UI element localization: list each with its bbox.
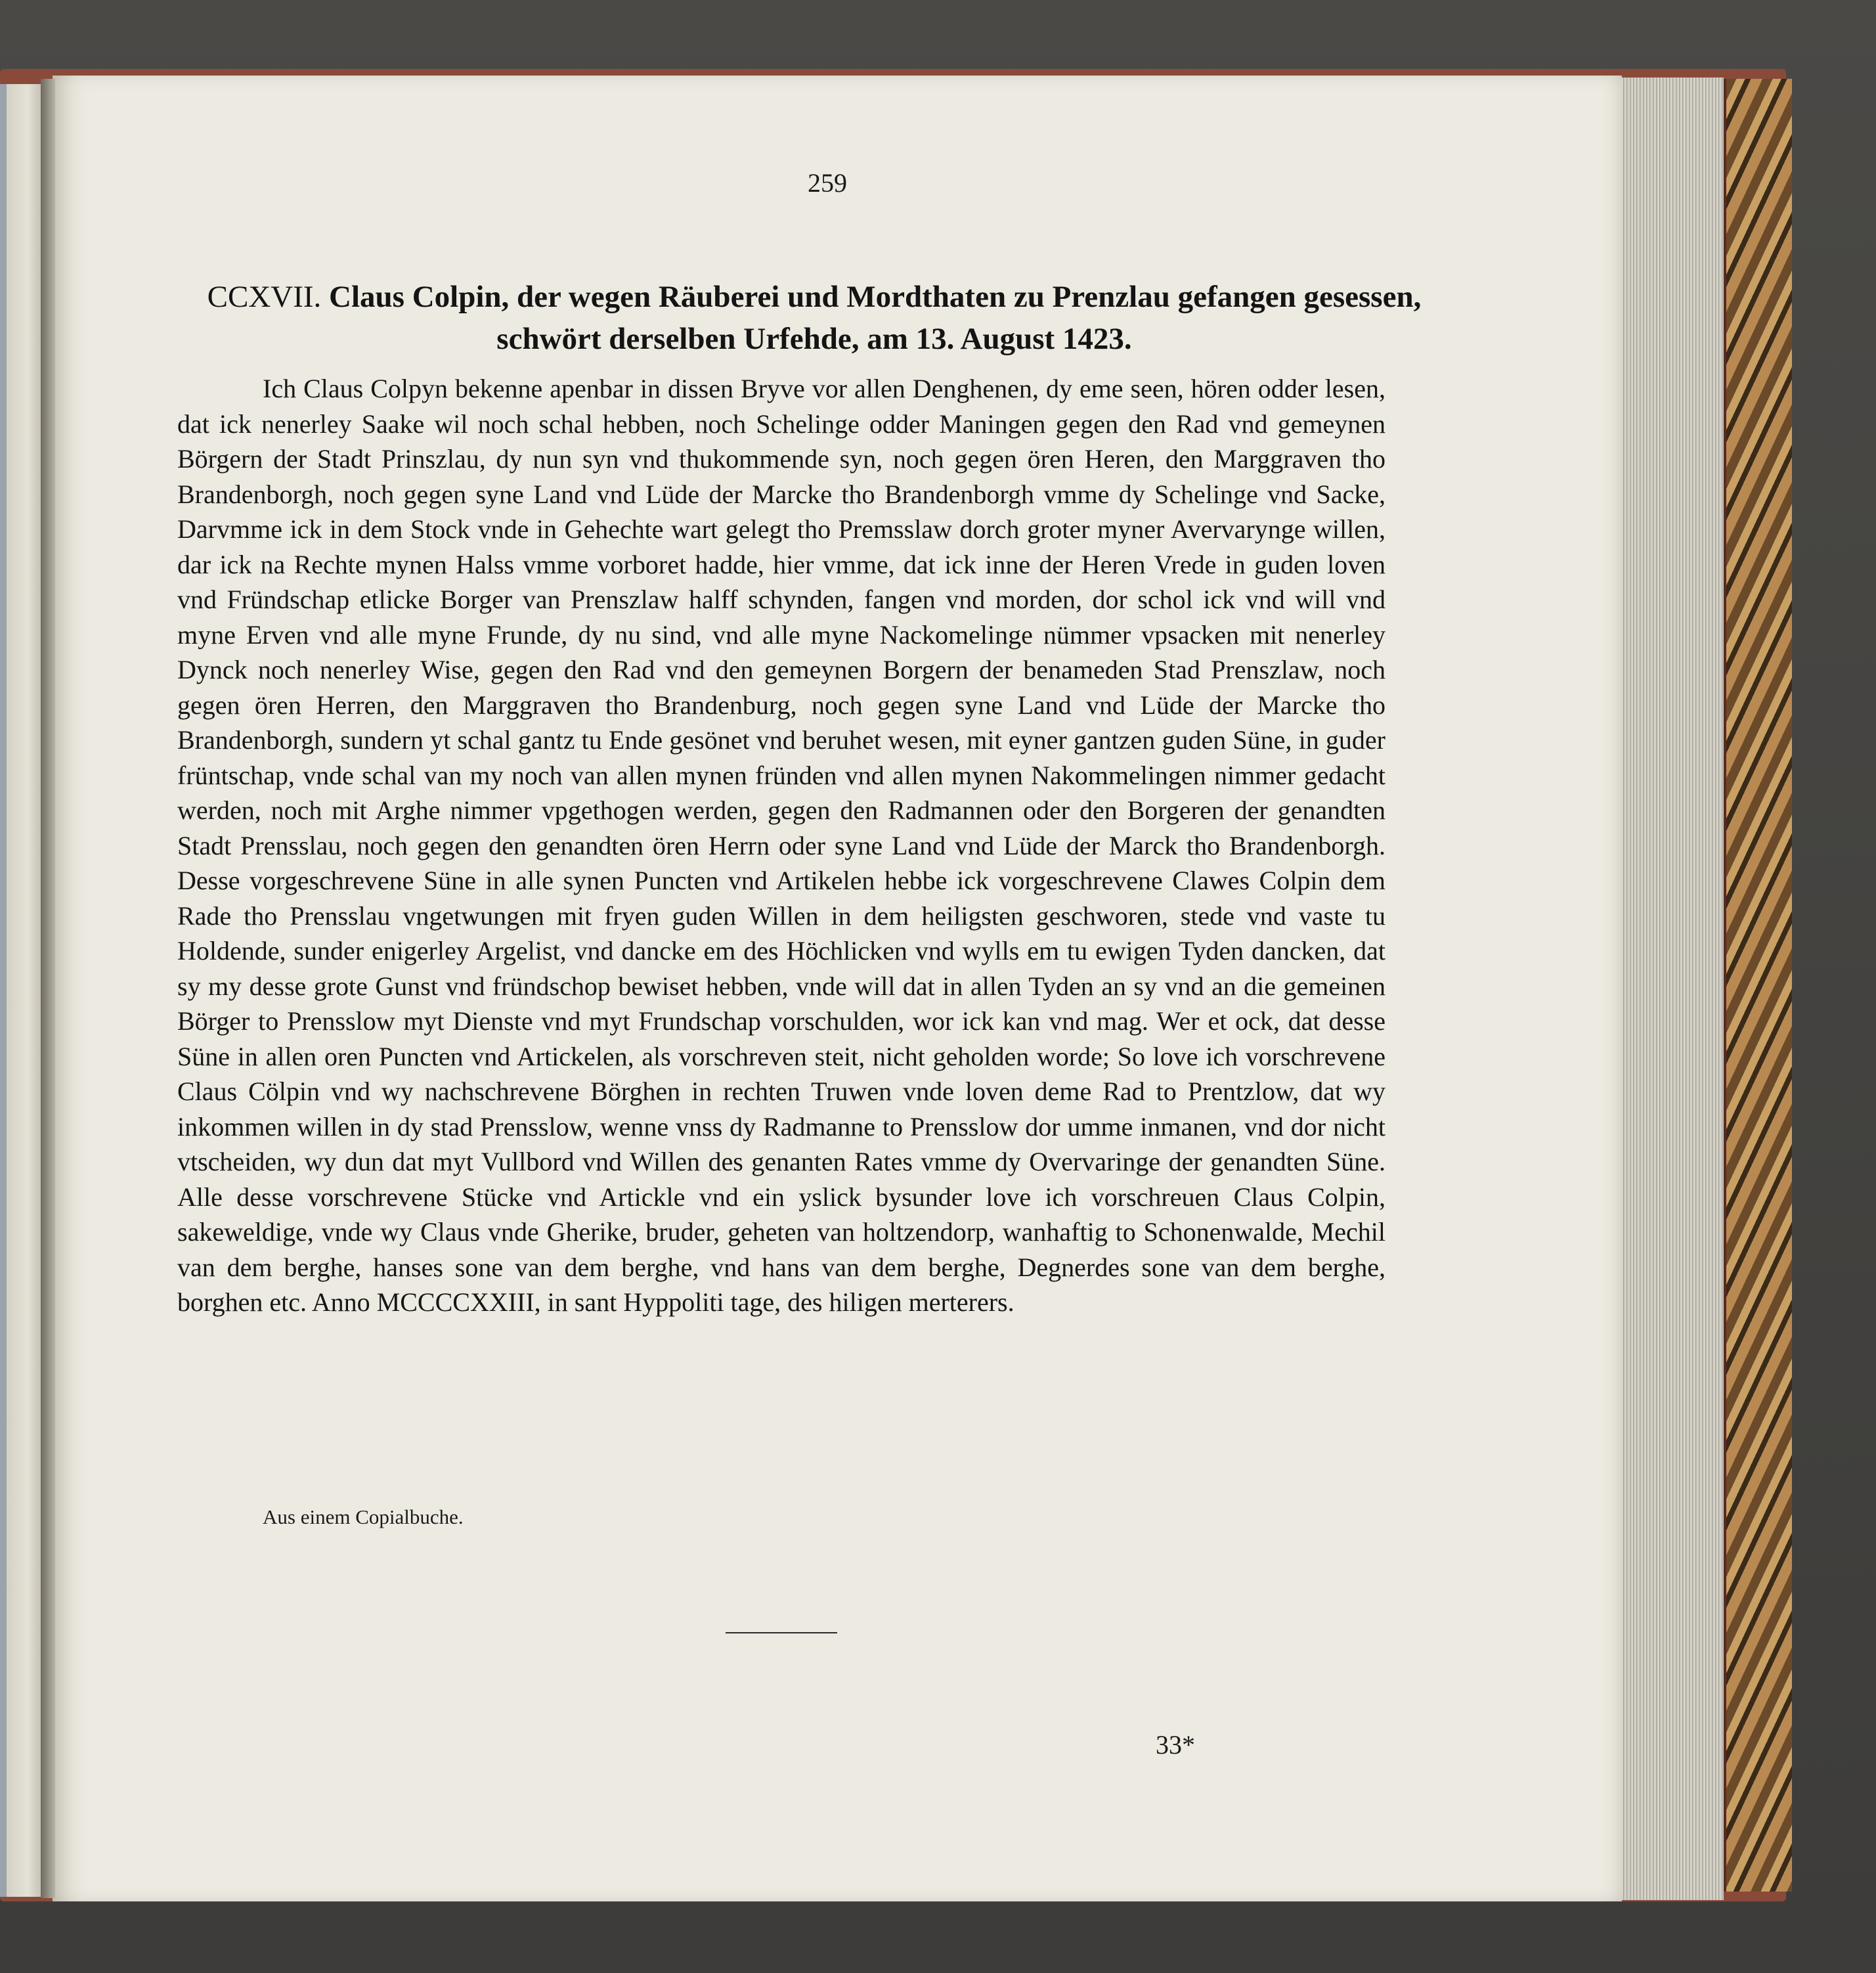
heading-numeral: CCXVII. bbox=[207, 280, 322, 314]
heading-text: Claus Colpin, der wegen Räuberei und Mordthaten zu Prenzlau gefangen gesessen, schwört derselben Urfehde, am 13. August 1423. bbox=[329, 280, 1422, 356]
signature-mark: 33* bbox=[1156, 1730, 1195, 1760]
page-number: 259 bbox=[808, 168, 847, 198]
separator-rule bbox=[726, 1632, 837, 1633]
source-note: Aus einem Copialbuche. bbox=[263, 1505, 464, 1528]
left-page-edge bbox=[0, 84, 7, 1897]
document-heading bbox=[184, 276, 1445, 360]
book-gutter bbox=[41, 79, 55, 1898]
document-body: Ich Claus Colpyn bekenne apenbar in dissen Bryve vor allen Denghenen, dy eme seen, hören odder lesen, dat ick nenerley Saake wil noch schal hebben, noch Schelinge odder Maningen gegen den Rad vnd gemeynen Börgern der Stadt Prinszlau, dy nun syn vnd thukommende syn, noch gegen ören Heren, den Marggraven tho Brandenborgh, noch gegen syne Land vnd Lüde der Marcke tho Brandenborgh vmme dy Schelinge vnd Sacke, Darvmme ick in dem Stock vnde in Gehechte wart gelegt tho Premsslaw dorch groter myner Avervarynge willen, dar ick na Rechte mynen Halss vmme vorboret hadde, hier vmme, dat ick inne der Heren Vrede in guden loven vnd Fründschap etlicke Borger van Prenszlaw halff schynden, fangen vnd morden, dor schol ick vnd will vnd myne Erven vnd alle myne Frunde, dy nu sind, vnd alle myne Nackomelinge nümmer vpsacken mit nenerley Dynck noch nenerley Wise, gegen den Rad vnd den gemeynen Borgern der benameden Stad Prenszlaw, noch gegen ören Herren, den Marggraven tho Brandenburg, noch gegen syne Land vnd Lüde der Marcke tho Brandenborgh, sundern yt schal gantz tu Ende gesönet vnd beruhet wesen, mit eyner gantzen guden Süne, in guder früntschap, vnde schal van my noch van allen mynen fründen vnd allen mynen Nakommelingen nimmer gedacht werden, noch mit Arghe nimmer vpgethogen werden, gegen den Radmannen oder den Borgeren der genandten Stadt Prensslau, noch gegen den genandten ören Herrn oder syne Land vnd Lüde der Marck tho Brandenborgh. Desse vorgeschrevene Süne in alle synen Puncten vnd Artikelen hebbe ick vorgeschrevene Clawes Colpin dem Rade tho Prensslau vngetwungen mit fryen guden Willen in dem heiligsten geschworen, stede vnd vaste tu Holdende, sunder enigerley Argelist, vnd dancke em des Höchlicken vnd wylls em tu ewigen Tyden dancken, dat sy my desse grote Gunst vnd fründschop bewiset hebben, vnde will dat in allen Tyden an sy vnd an die gemeinen Börger to Prensslow myt Dienste vnd myt Frundschap vorschulden, wor ick kan vnd mag. Wer et ock, dat desse Süne in allen oren Puncten vnd Artickelen, als vorschreven steit, nicht geholden worde; So love ich vorschrevene Claus Cölpin vnd wy nachschrevene Börghen in rechten Truwen vnde loven deme Rad to Prentzlow, dat wy inkommen willen in dy stad Prensslow, wenne vnss dy Radmanne to Prensslow dor umme inmanen, vnd dor nicht vtscheiden, wy dun dat myt Vullbord vnd Willen des genanten Rates vmme dy Overvaringe der genandten Süne. Alle desse vorschrevene Stücke vnd Artickle vnd ein yslick bysunder love ich vorschreuen Claus Colpin, sakeweldige, vnde wy Claus vnde Gherike, bruder, geheten van holtzendorp, wanhaftig to Schonenwalde, Mechil van dem berghe, hanses sone van dem berghe, vnd hans van dem berghe, Degnerdes sone van dem berghe, borghen etc. Anno MCCCCXXIII, in sant Hyppoliti tage, des hiligen merterers. bbox=[177, 374, 1385, 1317]
book-page bbox=[53, 76, 1622, 1901]
marbled-cover-edge bbox=[1724, 79, 1792, 1892]
left-facing-page bbox=[0, 84, 46, 1897]
page-block-edges bbox=[1619, 78, 1724, 1900]
